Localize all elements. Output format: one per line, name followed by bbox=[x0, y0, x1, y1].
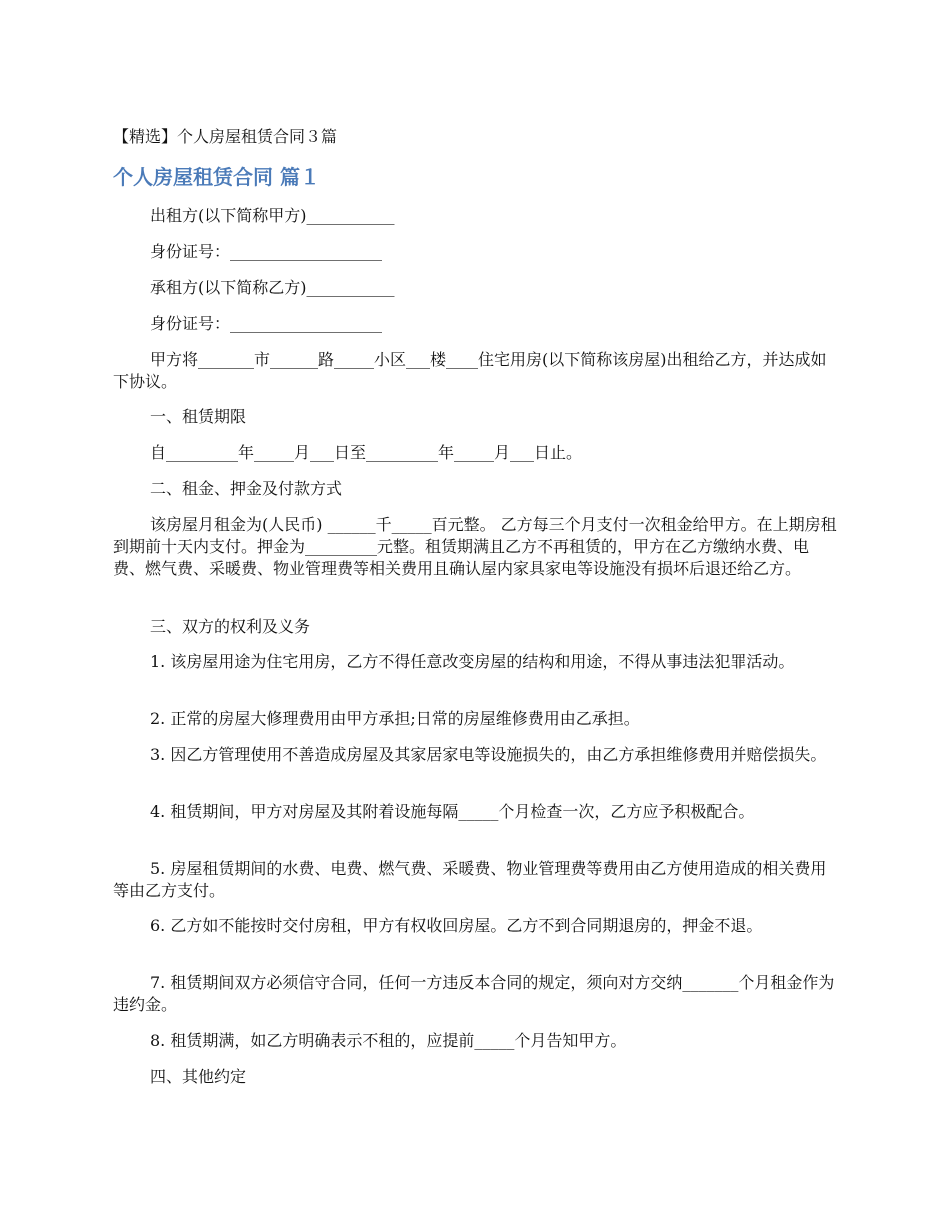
clause-heading-other: 四、其他约定 bbox=[150, 1067, 247, 1086]
clause-heading-rent: 二、租金、押金及付款方式 bbox=[150, 479, 343, 498]
section-heading: 个人房屋租赁合同 篇１ bbox=[113, 165, 320, 189]
paragraph-premises: 甲方将_______市______路_____小区___楼____住宅用房(以下简称该房屋)出租给乙方，并达成如下协议。 bbox=[113, 350, 827, 391]
clause-item-8: 8. 租赁期满，如乙方明确表示不租的，应提前_____个月告知甲方。 bbox=[150, 1031, 627, 1050]
paragraph-lessee-id: 身份证号：___________________ bbox=[150, 314, 383, 333]
clause-item-2: 2. 正常的房屋大修理费用由甲方承担;日常的房屋维修费用由乙承担。 bbox=[150, 709, 640, 728]
paragraph-lessee: 承租方(以下简称乙方)___________ bbox=[150, 278, 395, 297]
paragraph-lessor-id: 身份证号：___________________ bbox=[150, 242, 383, 261]
clause-heading-term: 一、租赁期限 bbox=[150, 407, 247, 426]
clause-item-5: 5. 房屋租赁期间的水费、电费、燃气费、采暖费、物业管理费等费用由乙方使用造成的相关费用等由乙方支付。 bbox=[113, 859, 827, 900]
clause-item-6: 6. 乙方如不能按时交付房租，甲方有权收回房屋。乙方不到合同期退房的，押金不退。 bbox=[150, 916, 763, 935]
paragraph-term-dates: 自_________年_____月___日至_________年_____月___日止。 bbox=[150, 443, 583, 462]
clause-item-4: 4. 租赁期间，甲方对房屋及其附着设施每隔_____个月检查一次，乙方应予积极配合。 bbox=[150, 802, 755, 821]
clause-item-3: 3. 因乙方管理使用不善造成房屋及其家居家电等设施损失的，由乙方承担维修费用并赔偿损失。 bbox=[150, 745, 827, 764]
paragraph-rent-deposit: 该房屋月租金为(人民币) ______千_____百元整。 乙方每三个月支付一次租金给甲方。在上期房租到期前十天内支付。押金为_________元整。租赁期满且乙方不再租赁的，甲方在乙方缴纳水费、电费、燃气费、采暖费、物业管理费等相关费用且确认屋内家具家电等设施没有损坏后退还给乙方。 bbox=[113, 515, 837, 578]
clause-item-1: 1. 该房屋用途为住宅用房，乙方不得任意改变房屋的结构和用途，不得从事违法犯罪活动。 bbox=[150, 652, 795, 671]
clause-heading-rights: 三、双方的权利及义务 bbox=[150, 617, 311, 636]
clause-item-7: 7. 租赁期间双方必须信守合同，任何一方违反本合同的规定，须向对方交纳_______个月租金作为违约金。 bbox=[113, 973, 835, 1014]
document-title: 【精选】个人房屋租赁合同３篇 bbox=[113, 127, 338, 146]
paragraph-lessor: 出租方(以下简称甲方)___________ bbox=[150, 206, 395, 225]
